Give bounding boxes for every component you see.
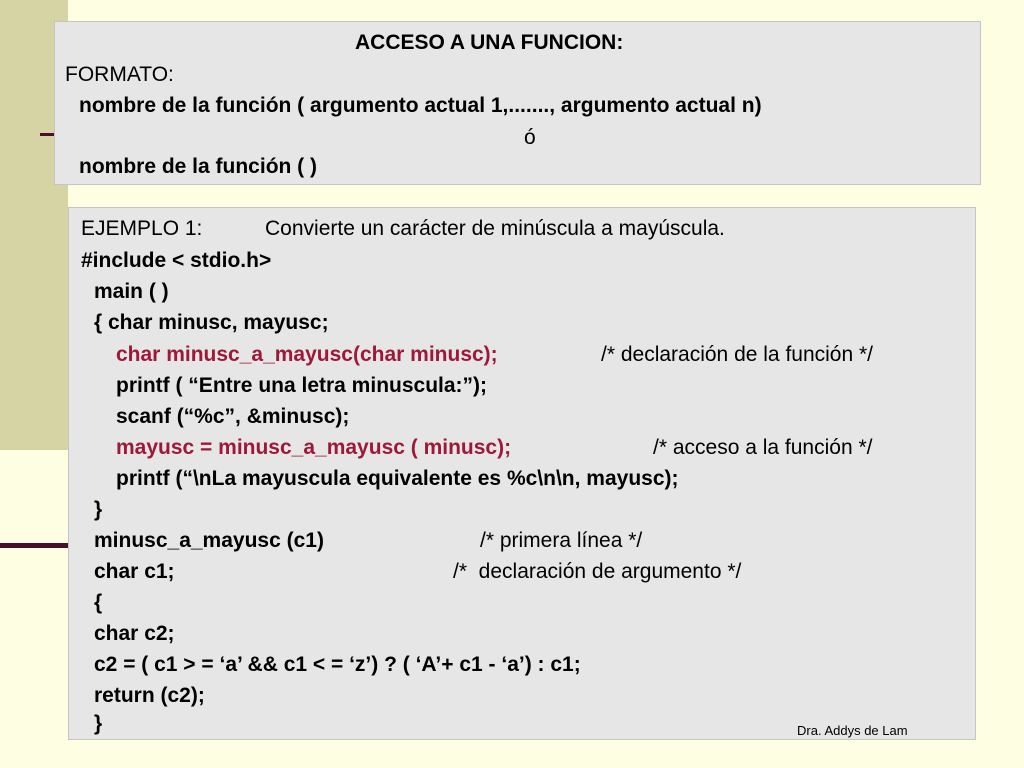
code-line-assignment: c2 = ( c1 > = ‘a’ && c1 < = ‘z’) ? ( ‘A’+ c1 - ‘a’) : c1; — [94, 653, 581, 676]
format-box — [54, 21, 981, 185]
code-line-printf-prompt: printf ( “Entre una letra minuscula:”); — [116, 374, 488, 397]
code-line-open-vars: { char minusc, mayusc; — [94, 311, 329, 334]
code-comment-call: /* acceso a la función */ — [653, 436, 873, 459]
example-label: EJEMPLO 1: — [81, 217, 203, 240]
code-line-close-main: } — [94, 498, 103, 521]
code-line-local-declaration: char c2; — [94, 622, 175, 645]
formato-label: FORMATO: — [65, 63, 174, 86]
code-line-printf-result: printf (“\nLa mayuscula equivalente es %c\n\n, mayusc); — [116, 467, 679, 490]
code-line-scanf: scanf (“%c”, &minusc); — [116, 405, 350, 428]
code-comment-declaration: /* declaración de la función */ — [601, 343, 874, 366]
syntax-without-arguments: nombre de la función ( ) — [79, 155, 318, 178]
example-description: Convierte un carácter de minúscula a mayúscula. — [265, 217, 725, 240]
format-title: ACCESO A UNA FUNCION: — [355, 31, 624, 54]
or-separator: ó — [524, 126, 536, 149]
syntax-with-arguments: nombre de la función ( argumento actual 1,......., argumento actual n) — [79, 94, 762, 117]
code-line-declaration: char minusc_a_mayusc(char minusc); — [116, 343, 498, 366]
code-comment-function-header: /* primera línea */ — [480, 529, 643, 552]
code-comment-argument-declaration: /* declaración de argumento */ — [453, 560, 742, 583]
code-line-open-function: { — [94, 591, 103, 614]
example-box — [68, 207, 976, 740]
decorative-rule-top — [40, 133, 54, 136]
code-line-function-header: minusc_a_mayusc (c1) — [94, 529, 324, 552]
code-line-function-call: mayusc = minusc_a_mayusc ( minusc); — [116, 436, 512, 459]
code-line-main: main ( ) — [94, 280, 169, 303]
code-line-include: #include < stdio.h> — [81, 249, 272, 272]
decorative-rule-bottom — [0, 543, 68, 548]
code-line-close-function: } — [94, 712, 103, 735]
author-footer: Dra. Addys de Lam — [797, 723, 908, 738]
code-line-argument-declaration: char c1; — [94, 560, 175, 583]
code-line-return: return (c2); — [94, 684, 205, 707]
